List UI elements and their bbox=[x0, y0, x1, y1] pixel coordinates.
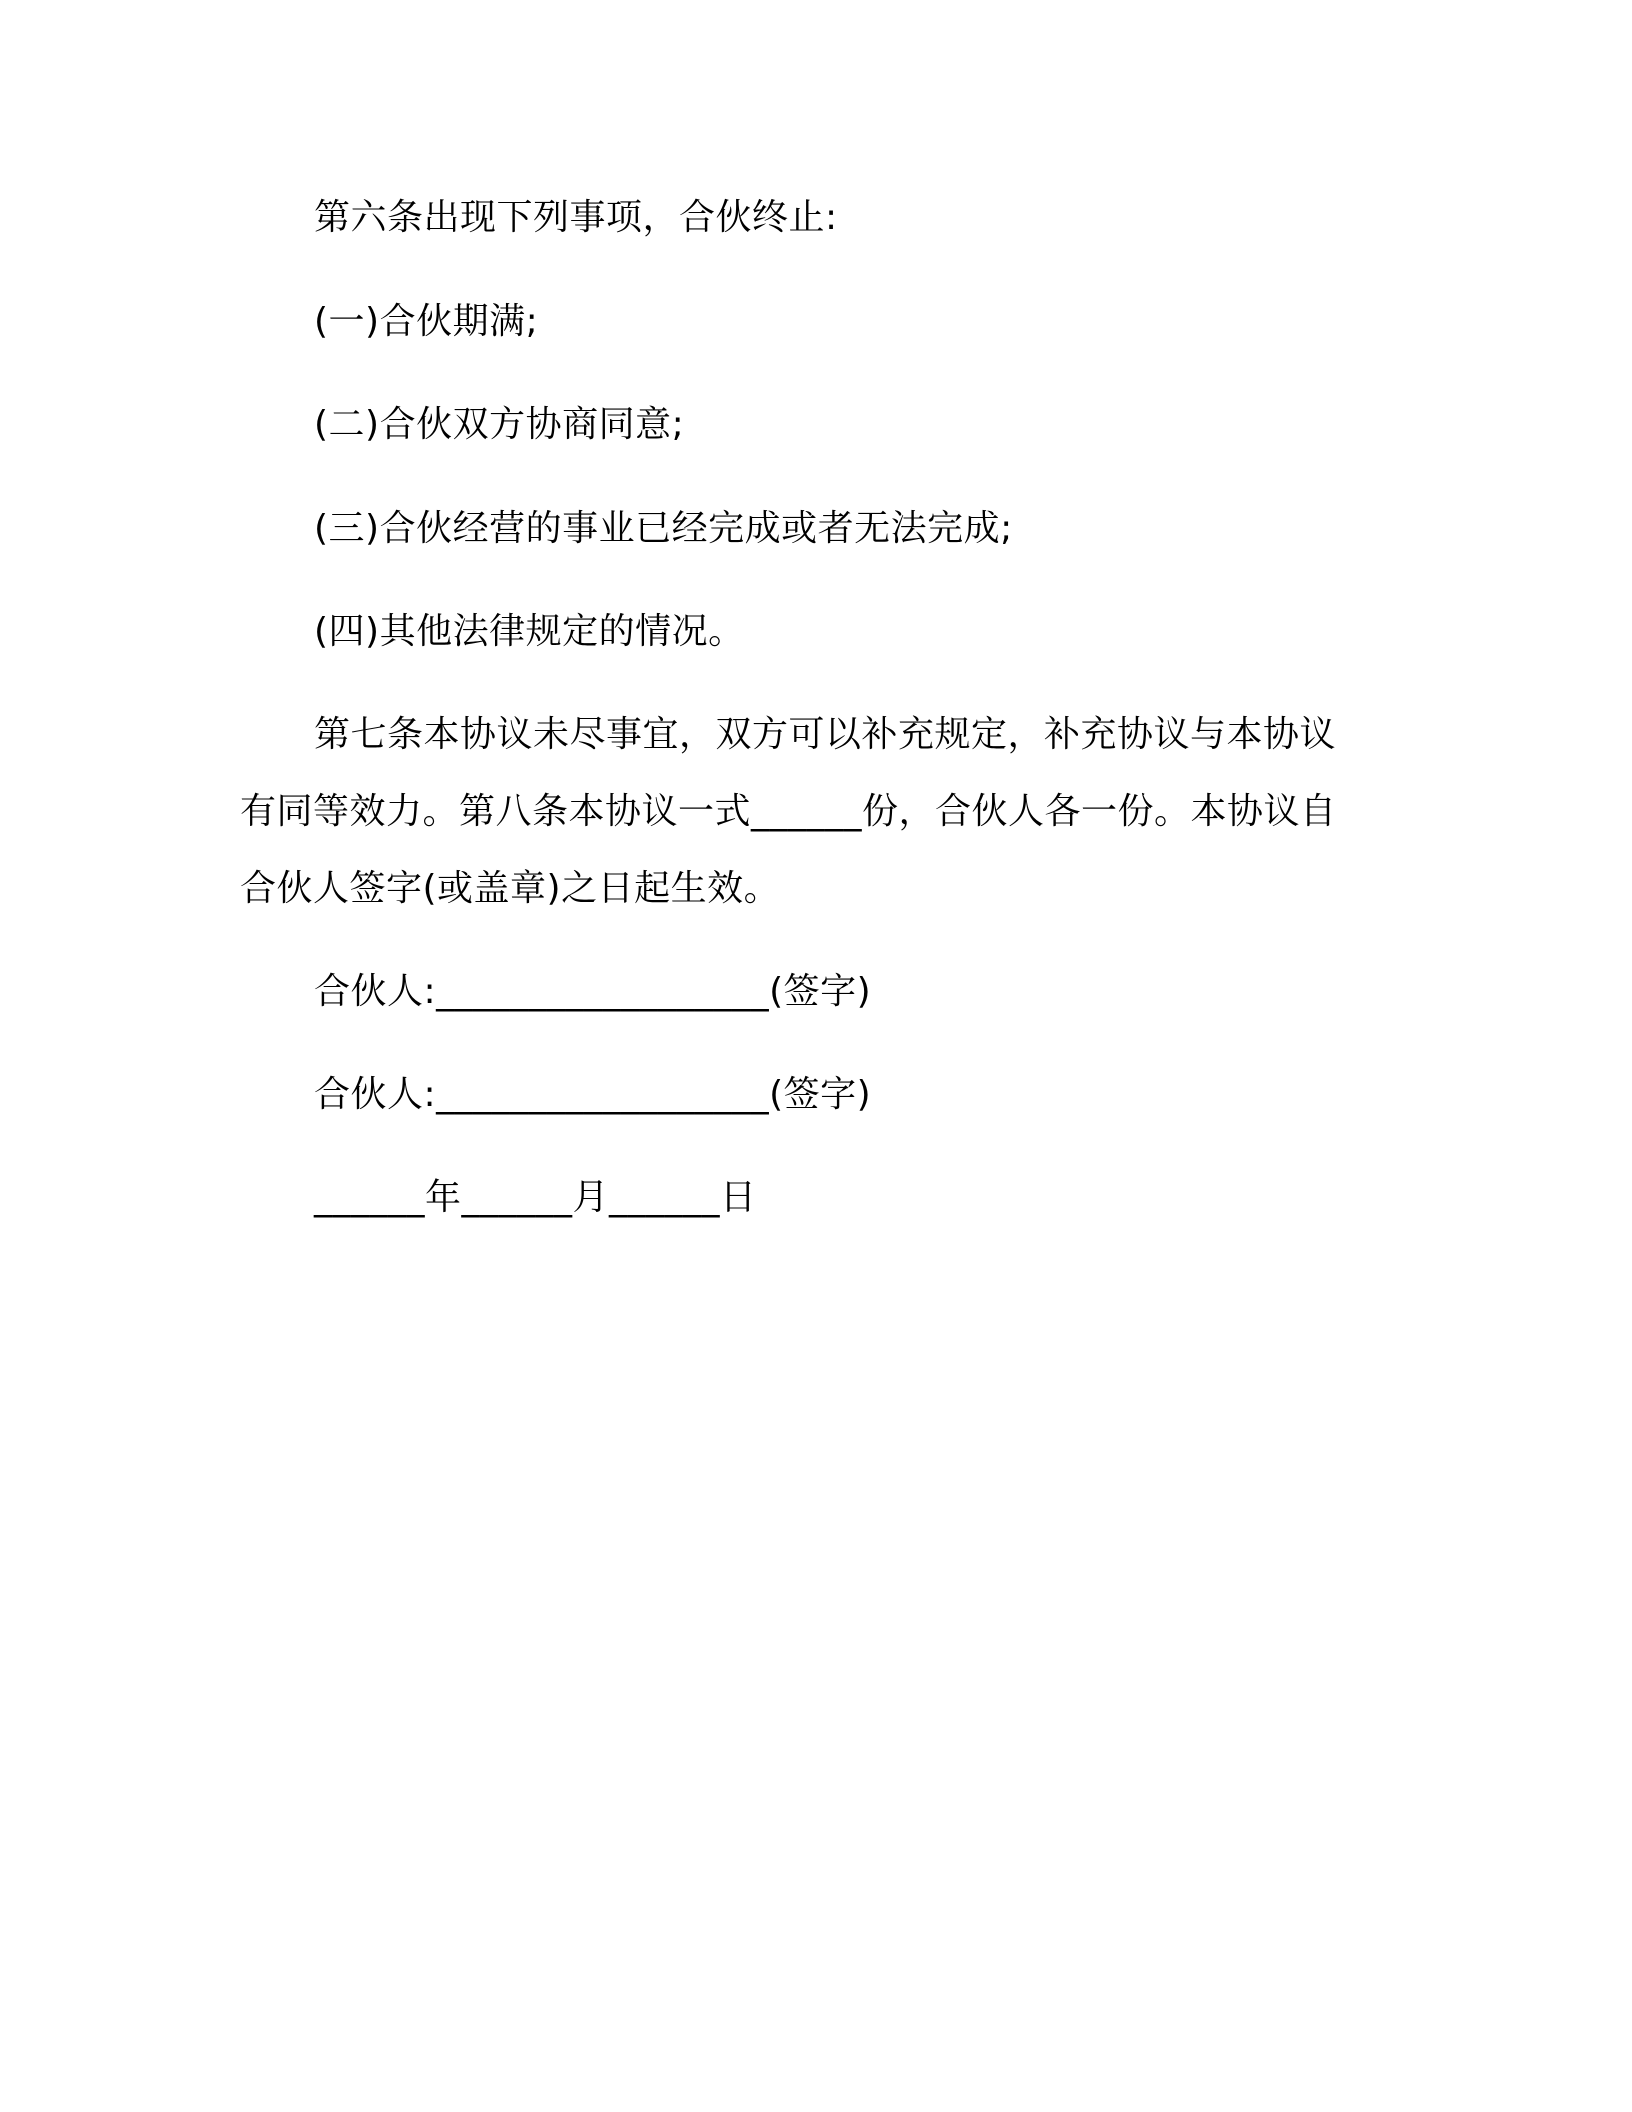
article-6-item-3: (三)合伙经营的事业已经完成或者无法完成; bbox=[314, 508, 1013, 549]
date-line: ______年______月______日 bbox=[314, 1177, 757, 1218]
partner-signature-2: 合伙人:__________________(签字) bbox=[314, 1074, 872, 1115]
partner-signature-1: 合伙人:__________________(签字) bbox=[314, 971, 872, 1012]
article-7-8-paragraph bbox=[240, 696, 1390, 927]
article-6-item-2: (二)合伙双方协商同意; bbox=[314, 404, 685, 445]
paragraph-line-3: 合伙人签字(或盖章)之日起生效。 bbox=[240, 868, 781, 909]
paragraph-line-1: 第七条本协议未尽事宜，双方可以补充规定，补充协议与本协议 bbox=[314, 714, 1337, 755]
article-6-item-4: (四)其他法律规定的情况。 bbox=[314, 611, 745, 652]
paragraph-line-2: 有同等效力。第八条本协议一式______份，合伙人各一份。本协议自 bbox=[240, 791, 1337, 832]
article-6-heading: 第六条出现下列事项，合伙终止: bbox=[314, 197, 838, 238]
article-6-item-1: (一)合伙期满; bbox=[314, 301, 539, 342]
